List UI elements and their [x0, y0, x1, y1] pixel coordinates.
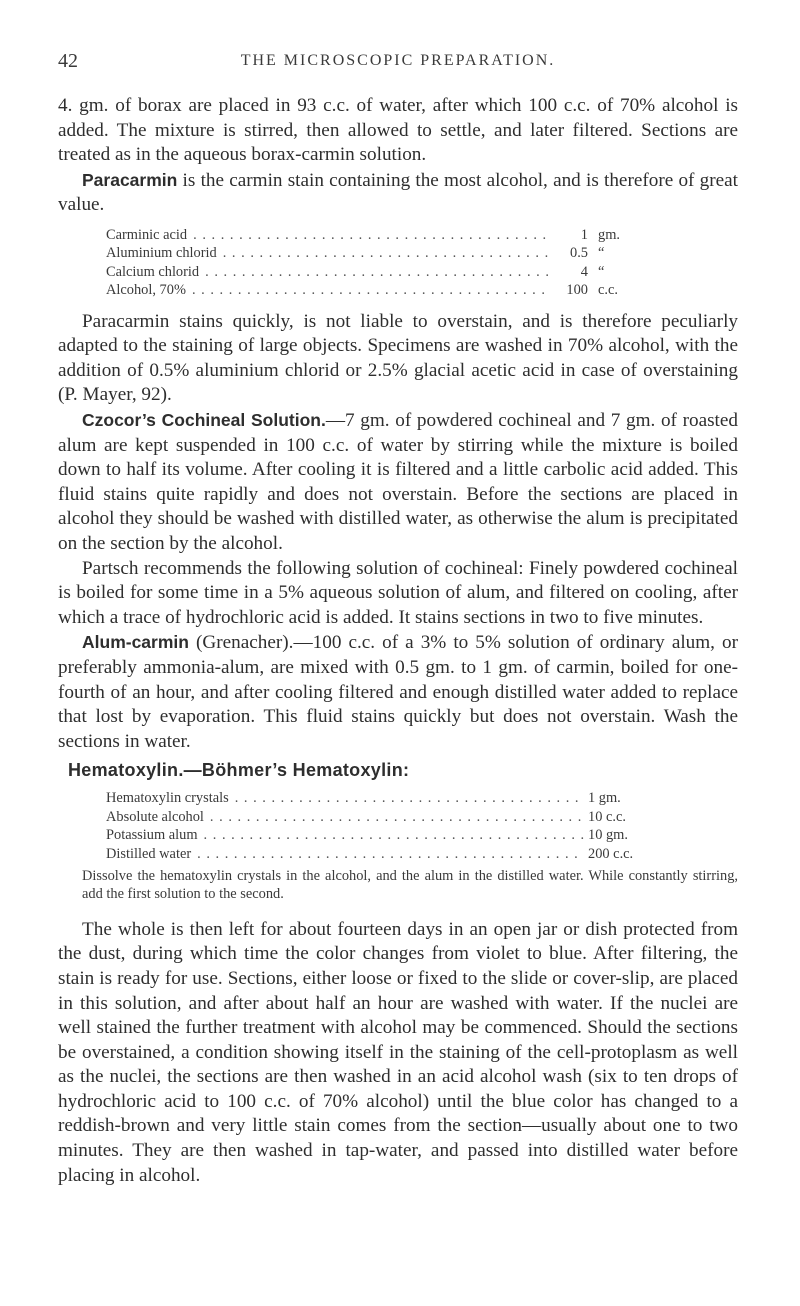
running-head: THE MICROSCOPIC PREPARATION. [240, 52, 556, 69]
page-number: 42 [58, 50, 78, 72]
page-body [58, 94, 738, 1188]
paragraph-paracarmin-usage: Paracarmin stains quickly, is not liable to overstain, and is therefore peculiarly adapted to the staining of large objects. Specimens are washed in 70% alcohol, with the addition of 0.5% aluminium chlorid or 2.5% glacial acetic acid in case of overstaining (P. Mayer, 92). [58, 310, 738, 406]
recipe-row: Potassium alum . . . 10 gm. [106, 826, 646, 844]
hematoxylin-note: Dissolve the hematoxylin crystals in the alcohol, and the alum in the distilled water. While constantly stirring, add the first solution to the second. [82, 867, 738, 903]
hematoxylin-heading: Hematoxylin.—Böhmer’s Hematoxylin: [68, 760, 410, 781]
recipe-row: Absolute alcohol . . . 10 c.c. [106, 808, 646, 826]
paracarmin-text: is the carmin stain containing the most alcohol, and is therefore of great value. [58, 169, 738, 216]
page-header [58, 50, 738, 80]
hematoxylin-recipe [106, 789, 646, 863]
recipe-row: Calcium chlorid . . . 4 “ [106, 263, 646, 281]
paragraph-hematoxylin-procedure: The whole is then left for about fourteen days in an open jar or dish protected from the dust, during which time the color changes from violet to blue. After filtering, the stain is ready for use. Sections, either loose or fixed to the slide or cover-slip, are placed in this solution, and after about half an hour are washed with water. If the nuclei are well stained the further treatment with alcohol may be commenced. Should the sections be overstained, a condition showing itself in the staining of the cell-protoplasm as well as the nuclei, the sections are then washed in an acid alcohol wash (six to ten drops of hydrochloric acid to 100 c.c. of 70% alcohol) until the blue color has changed to a reddish-brown and very little stain comes from the section—usually about one to two minutes. They are then washed in tap-water, and passed into distilled water before placing in alcohol. [58, 918, 738, 1186]
recipe-row: Carminic acid . . . 1 gm. [106, 226, 646, 244]
alum-carmin-heading: Alum-carmin [82, 632, 189, 653]
paragraph-partsch: Partsch recommends the following solution of cochineal: Finely powdered cochineal is boiled for some time in a 5% aqueous solution of alum, and filtered on cooling, after which a trace of hydrochloric acid is added. It stains sections in two to five minutes. [58, 557, 738, 628]
recipe-row: Aluminium chlorid . . . 0.5 “ [106, 244, 646, 262]
recipe-row: Distilled water . . . 200 c.c. [106, 845, 646, 863]
paracarmin-recipe [106, 226, 646, 300]
recipe-row: Hematoxylin crystals . . . 1 gm. [106, 789, 646, 807]
paragraph-czocor [58, 408, 738, 557]
alum-carmin-text: (Grenacher).—100 c.c. of a 3% to 5% solution of ordinary alum, or preferably ammonia-alum, are mixed with 0.5 gm. to 1 gm. of carmin, boiled for one-fourth of an hour, and after cooling filtered and enough distilled water added to replace that lost by evaporation. This fluid stains quickly but does not overstain. Wash the sections in water. [58, 632, 738, 752]
paragraph-alum-carmin [58, 630, 738, 754]
czocor-text: —7 gm. of powdered cochineal and 7 gm. of roasted alum are kept suspended in 100 c.c. of water by stirring while the mixture is boiled down to half its volume. After cooling it is filtered and a little carbolic acid added. This fluid stains quite rapidly and does not overstain. Before the sections are placed in alcohol they should be washed with distilled water, as otherwise the alum is precipitated on the section by the alcohol. [58, 409, 738, 554]
recipe-row: Alcohol, 70% . . . 100 c.c. [106, 281, 646, 299]
czocor-heading: Czocor’s Cochineal Solution. [82, 409, 326, 430]
paragraph-paracarmin [58, 168, 738, 218]
paragraph-borax-carmin: 4. gm. of borax are placed in 93 c.c. of water, after which 100 c.c. of 70% alcohol is added. The mixture is stirred, then allowed to settle, and later filtered. Sections are treated as in the aqueous borax-carmin solution. [58, 95, 738, 166]
paracarmin-heading: Paracarmin [82, 169, 178, 190]
